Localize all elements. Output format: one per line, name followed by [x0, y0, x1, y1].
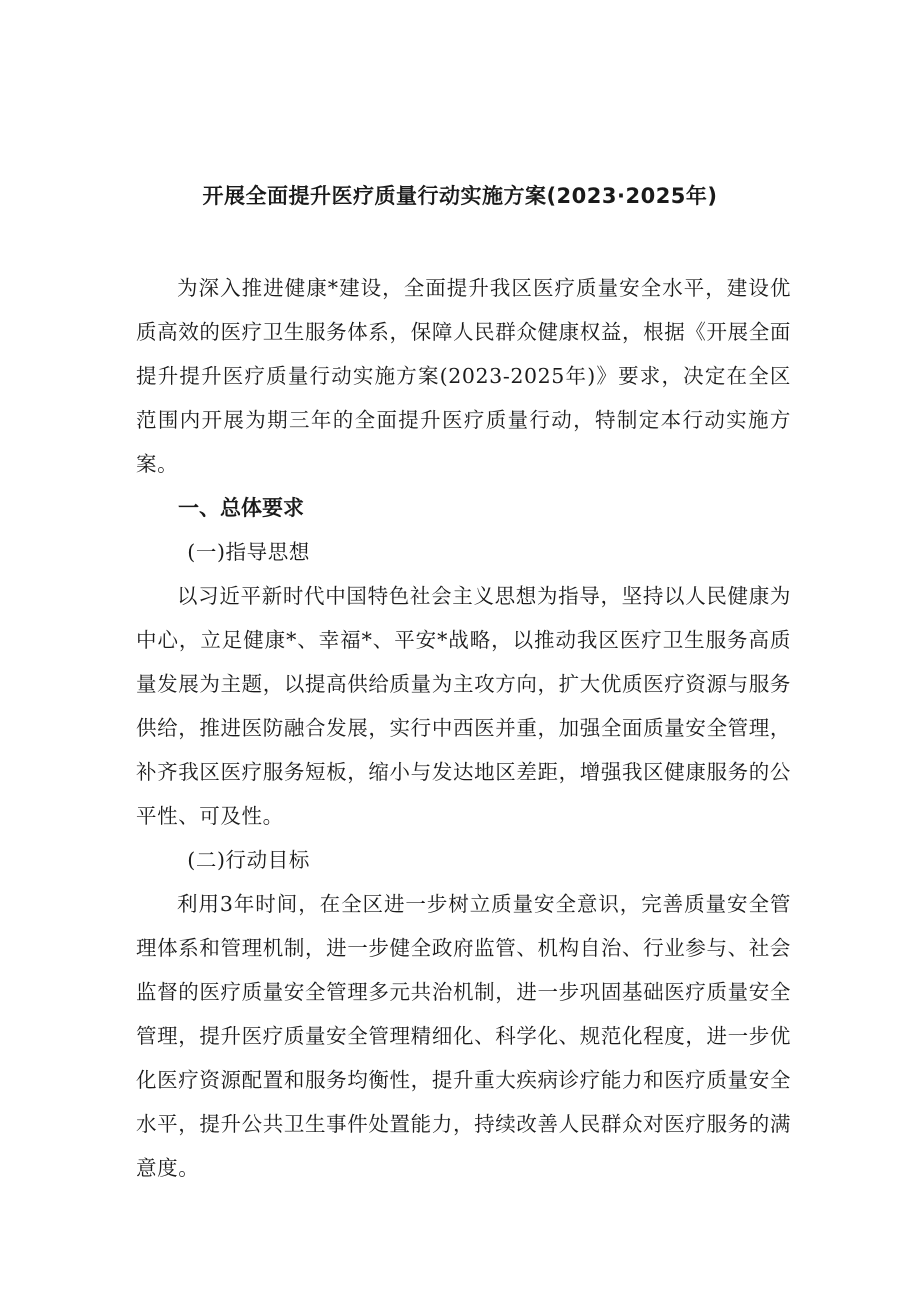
section-heading-overall-requirements: 一、总体要求 [178, 496, 304, 520]
subsection-heading-guiding-ideology: (一)指导思想 [187, 540, 310, 564]
document-title: 开展全面提升医疗质量行动实施方案(2023·2025年) [202, 184, 718, 208]
action-goals-paragraph: 利用3年时间，在全区进一步树立质量安全意识，完善质量安全管理体系和管理机制，进一步健全政府监管、机构自治、行业参与、社会监督的医疗质量安全管理多元共治机制，进一步巩固基础医疗质量安全管理，提升医疗质量安全管理精细化、科学化、规范化程度，进一步优化医疗资源配置和服务均衡性，提升重大疾病诊疗能力和医疗质量安全水平，提升公共卫生事件处置能力，持续改善人民群众对医疗服务的满意度。 [136, 892, 791, 1180]
intro-paragraph: 为深入推进健康*建设，全面提升我区医疗质量安全水平，建设优质高效的医疗卫生服务体系，保障人民群众健康权益，根据《开展全面提升提升医疗质量行动实施方案(2023-2025年)》要求，决定在全区范围内开展为期三年的全面提升医疗质量行动，特制定本行动实施方案。 [136, 276, 791, 476]
guiding-ideology-paragraph: 以习近平新时代中国特色社会主义思想为指导，坚持以人民健康为中心，立足健康*、幸福*、平安*战略，以推动我区医疗卫生服务高质量发展为主题，以提高供给质量为主攻方向，扩大优质医疗资源与服务供给，推进医防融合发展，实行中西医并重，加强全面质量安全管理，补齐我区医疗服务短板，缩小与发达地区差距，增强我区健康服务的公平性、可及性。 [136, 584, 791, 828]
subsection-heading-action-goals: (二)行动目标 [187, 848, 310, 872]
document-body [136, 266, 791, 1190]
